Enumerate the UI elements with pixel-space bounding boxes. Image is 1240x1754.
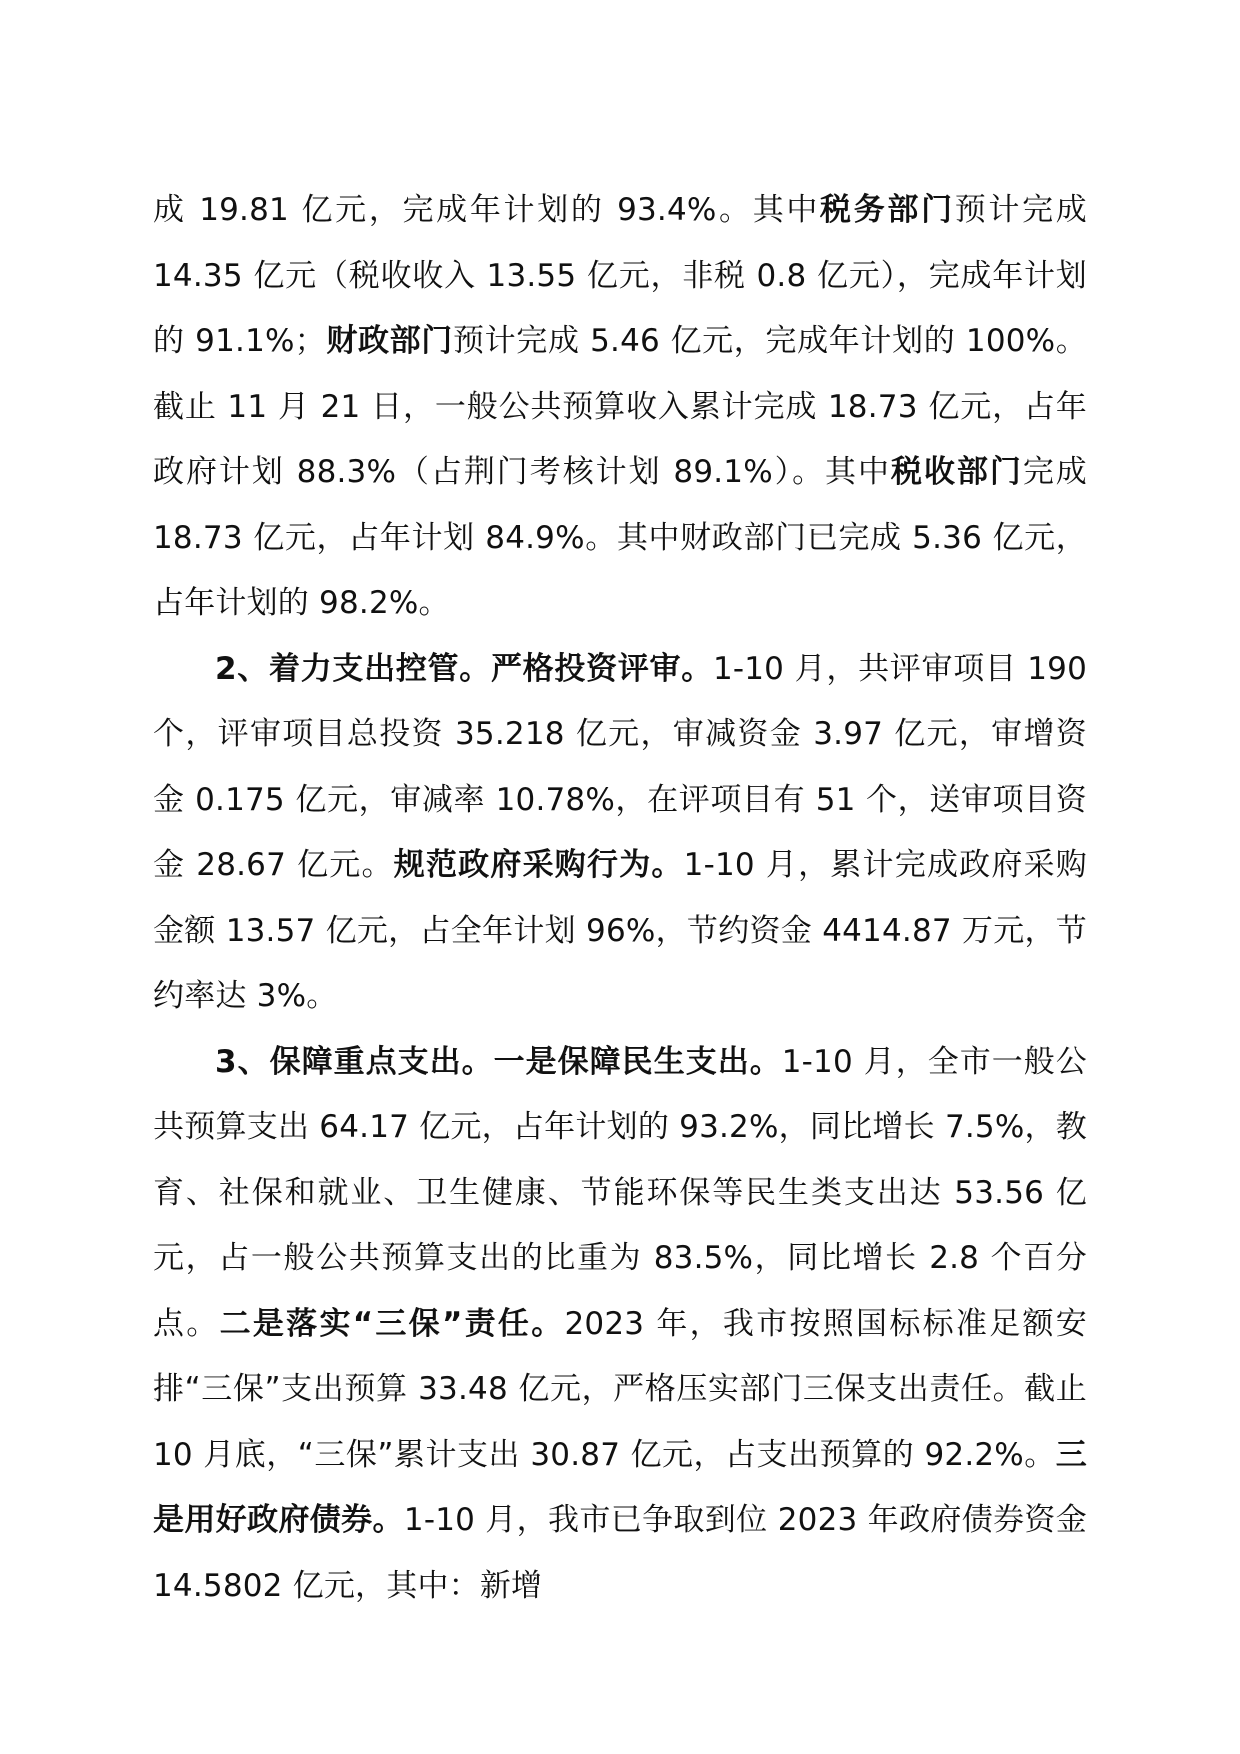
document-page (153, 178, 1087, 1619)
paragraph-revenue (153, 178, 1087, 637)
text-run: 预计完成 14.35 亿元（税收收入 13.55 亿元，非税 0.8 亿元），完成年计划的 91.1%； (153, 192, 1087, 359)
bold-run: 三是用好政府债券。 (153, 1436, 1087, 1538)
paragraph-expenditure-control (153, 637, 1087, 1030)
paragraph-key-expenditure (153, 1030, 1087, 1620)
text-run: 1-10 月，我市已争取到位 2023 年政府债券资金 14.5802 亿元，其中：新增 (153, 1502, 1087, 1604)
text-run: 成 19.81 亿元，完成年计划的 93.4%。其中 (153, 192, 821, 228)
text-run: 2023 年，我市按照国标标准足额安排“三保”支出预算 33.48 亿元，严格压实部门三保支出责任。截止 10 月底，“三保”累计支出 30.87 亿元，占支出预算的 92.2%。 (153, 1305, 1087, 1473)
text-run: 1-10 月，累计完成政府采购金额 13.57 亿元，占全年计划 96%，节约资金 4414.87 万元，节约率达 3%。 (153, 847, 1087, 1014)
text-run: 1-10 月，全市一般公共预算支出 64.17 亿元，占年计划的 93.2%，同比增长 7.5%，教育、社保和就业、卫生健康、节能环保等民生类支出达 53.56 亿元，占一般公共预算支出的比重为 83.5%，同比增长 2.8 个百分点。 (153, 1043, 1088, 1342)
bold-run: 财政部门 (325, 323, 453, 359)
bold-run: 规范政府采购行为。 (393, 847, 684, 883)
bold-run: 税务部门 (820, 192, 955, 228)
bold-run: 税收部门 (890, 454, 1023, 490)
text-run: 预计完成 5.46 亿元，完成年计划的 100%。截止 11 月 21 日，一般公共预算收入累计完成 18.73 亿元，占年政府计划 88.3%（占荆门考核计划 89.1%）。其中 (153, 323, 1087, 490)
section-heading: 3、保障重点支出。一是保障民生支出。 (215, 1043, 782, 1080)
bold-run: 二是落实“三保”责任。 (219, 1305, 565, 1342)
text-run: 完成 18.73 亿元，占年计划 84.9%。其中财政部门已完成 5.36 亿元，占年计划的 98.2%。 (153, 454, 1087, 621)
text-run: 1-10 月，共评审项目 190 个，评审项目总投资 35.218 亿元，审减资金 3.97 亿元，审增资金 0.175 亿元，审减率 10.78%，在评项目有 51 个，送审项目资金 28.67 亿元。 (153, 650, 1087, 883)
section-heading: 2、着力支出控管。严格投资评审。 (215, 650, 713, 687)
